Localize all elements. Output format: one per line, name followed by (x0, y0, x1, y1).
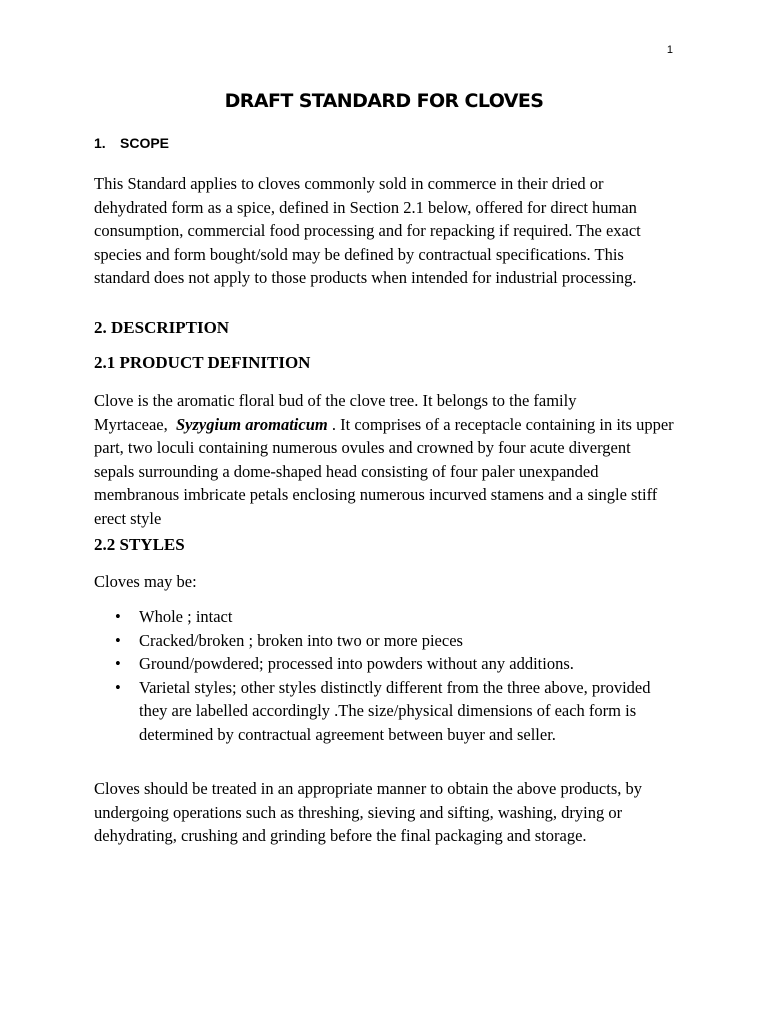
styles-intro-block (94, 570, 674, 594)
product-definition-section (94, 353, 674, 373)
bullet-marker: • (115, 654, 121, 674)
bullet-marker: • (115, 677, 121, 697)
styles-closing-paragraph: Cloves should be treated in an appropriate manner to obtain the above products, by undergoing operations such as threshing, sieving and sifting, washing, drying or dehydrating, crushing and grinding before the final packaging and storage. (94, 779, 643, 846)
list-item (94, 676, 674, 747)
bullet-marker: • (115, 607, 121, 626)
bullet-marker: • (115, 630, 121, 650)
scope-heading (94, 135, 169, 151)
product-definition-body (94, 389, 674, 531)
definition-text-after: . It comprises of a receptacle containing in its upper part, two loculi containing numerous ovules and crowned by four acute divergent sepals surrounding a dome-shaped head consisting of four paler unexpanded membranous imbricate petals enclosing numerous incurved stamens and a single stiff erect style (94, 414, 674, 528)
list-item (94, 652, 674, 676)
list-item-text: Cracked/broken ; broken into two or more pieces (139, 630, 463, 650)
styles-heading: 2.2 STYLES (94, 535, 185, 554)
scope-paragraph: This Standard applies to cloves commonly sold in commerce in their dried or dehydrated form as a spice, defined in Section 2.1 below, offered for direct human consumption, commercial food processing and for repacking if required. The exact species and form bought/sold may be defined by contractual specifications. This standard does not apply to those products when intended for industrial processing. (94, 174, 641, 288)
species-name: Syzygium aromaticum (176, 414, 328, 434)
description-section (94, 318, 674, 338)
list-item-text: Varietal styles; other styles distinctly different from the three above, provided they are labelled accordingly .The size/physical dimensions of each form is determined by contractual agreement between buyer and seller. (139, 677, 651, 744)
page-number: 1 (666, 44, 673, 56)
styles-closing-block (94, 777, 674, 848)
scope-number: 1. (94, 135, 106, 151)
scope-section (94, 172, 674, 290)
document-title: DRAFT STANDARD FOR CLOVES (224, 90, 544, 112)
description-heading: 2. DESCRIPTION (94, 318, 230, 337)
list-item (94, 629, 674, 653)
scope-heading-label: SCOPE (120, 135, 170, 151)
list-item-text: Whole ; intact (139, 607, 233, 626)
styles-section (94, 535, 674, 555)
list-item (94, 605, 674, 629)
list-item-text: Ground/powdered; processed into powders without any additions. (139, 654, 574, 674)
product-definition-heading: 2.1 PRODUCT DEFINITION (94, 353, 311, 372)
definition-text-before: Clove is the aromatic floral bud of the clove tree. It belongs to the family Myrtaceae, (94, 391, 577, 434)
styles-list (94, 605, 674, 747)
styles-intro: Cloves may be: (94, 572, 197, 591)
product-definition-paragraph (94, 389, 674, 531)
styles-list-block (94, 605, 674, 747)
